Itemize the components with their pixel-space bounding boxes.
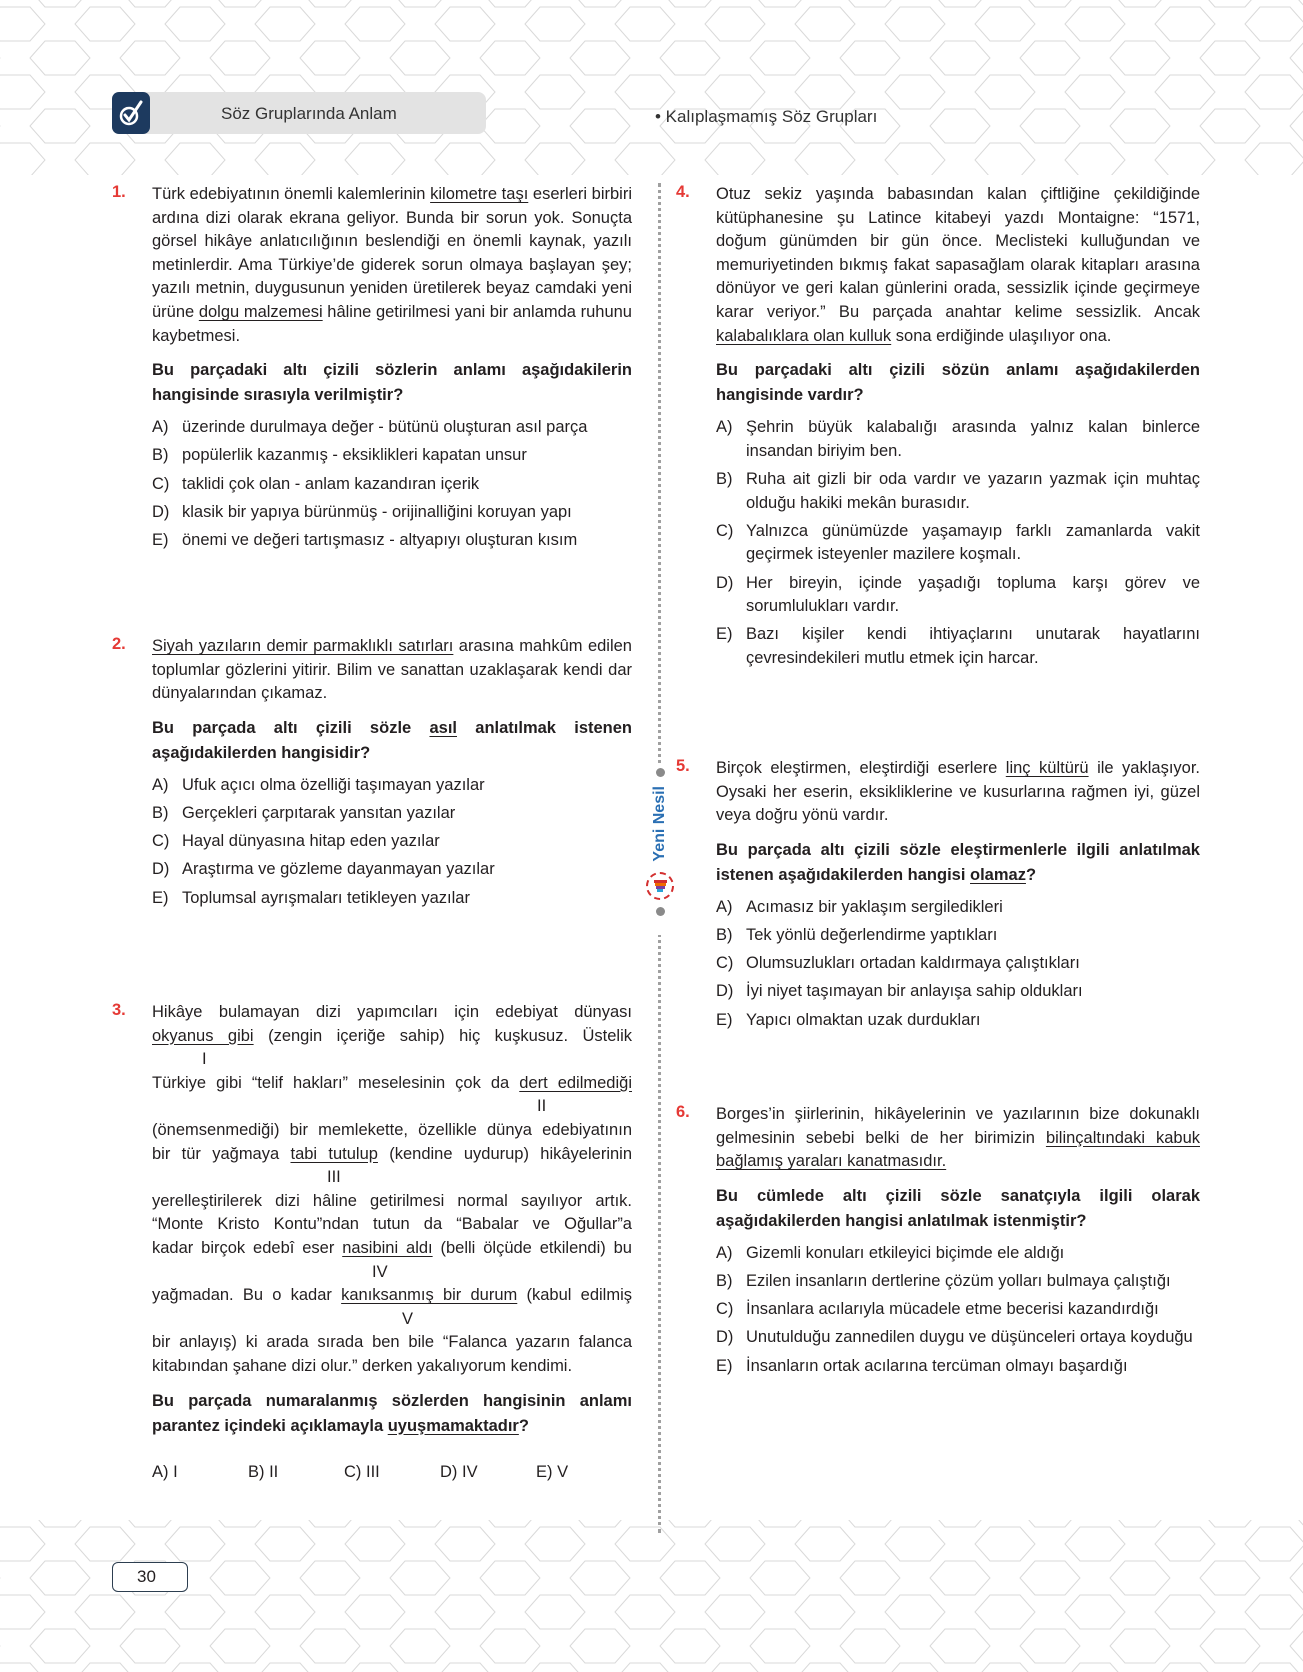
option-letter: D) bbox=[716, 982, 734, 1001]
option-text: Ruha ait gizli bir oda vardır ve yazarın yazmak için muhtaç olduğu hakiki mekân burasıdır. bbox=[746, 469, 1200, 512]
underlined-phrase: asıl bbox=[429, 718, 457, 737]
roman-marker: III bbox=[327, 1168, 341, 1187]
option-letter: E) bbox=[152, 530, 169, 549]
option-text: İyi niyet taşımayan bir anlayışa sahip oldukları bbox=[746, 982, 1083, 1001]
option-letter: C) bbox=[716, 521, 734, 540]
page-number: 30 bbox=[112, 1562, 188, 1592]
answer-option[interactable] bbox=[716, 468, 1200, 515]
option-text: Her bireyin, içinde yaşadığı topluma karşı görev ve sorumlulukları vardır. bbox=[746, 573, 1200, 616]
text-run: Otuz sekiz yaşında babasından kalan çiftliğine çekildiğinde kütüphanesine şu Latince kitabeyi yazdı Montaigne: “1571, doğum günümden bir gün önce. Meclisteki kulluğundan ve memuriyetinden bıkmış fakat sapasağlam olarak kitapları arasına dönüyor ve geri kalan günlerini orada, sessizlik içinde geçirmeye karar veriyor.” Bu parçada anahtar kelime sessizlik. Ancak bbox=[716, 185, 1200, 321]
option-text: önemi ve değeri tartışmasız - altyapıyı oluşturan kısım bbox=[182, 530, 578, 549]
option-text: Yapıcı olmaktan uzak durdukları bbox=[746, 1010, 981, 1029]
text-run: bir tür yağmaya bbox=[152, 1144, 291, 1163]
layered-triangle-icon bbox=[646, 872, 674, 900]
text-run: eserleri birbiri ardına dizi olarak ekrana geliyor. Bunda bir sorun yok. Sonuçta görsel hikâye anlatıcılığının beslendiği en önemli kaynak, yazılı metinlerdir. Ama Türkiye’de giderek sorun olmaya başlayan şey; yazılı metnin, duygusunun yeniden üretilerek beyaz camdaki yeni ürüne bbox=[152, 185, 632, 321]
text-run: Bu parçada altı çizili sözle eleştirmenlerle ilgili anlatılmak istenen aşağıdakilerden hangisi bbox=[716, 840, 1200, 884]
question-6 bbox=[676, 1103, 1200, 1383]
question-body bbox=[152, 1001, 632, 1484]
answer-option[interactable] bbox=[716, 896, 1200, 920]
roman-marker-row bbox=[152, 1308, 632, 1332]
divider-dot bbox=[656, 768, 665, 777]
text-run: (zengin içeriğe sahip) hiç kuşkusuz. Üstelik bbox=[253, 1026, 632, 1045]
question-stem bbox=[152, 1389, 632, 1439]
check-badge-icon bbox=[112, 92, 150, 134]
passage-line bbox=[152, 1331, 632, 1355]
underlined-phrase: nasibini aldı bbox=[342, 1238, 433, 1257]
brand-label: Yeni Nesil bbox=[651, 786, 668, 862]
roman-marker-row bbox=[152, 1166, 632, 1190]
text-run: kadar birçok edebî eser bbox=[152, 1238, 343, 1257]
question-1 bbox=[112, 183, 632, 557]
option-letter: C) bbox=[716, 954, 734, 973]
underlined-phrase: bilinçaltındaki kabuk bağlamış yaraları kanatmasıdır. bbox=[716, 1128, 1200, 1171]
question-number: 1. bbox=[112, 183, 126, 201]
passage bbox=[716, 757, 1200, 828]
option-letter: A) bbox=[716, 1243, 733, 1262]
option-text: İnsanlara acılarıyla mücadele etme becerisi kazandırdığı bbox=[746, 1300, 1159, 1319]
question-stem bbox=[152, 716, 632, 766]
option-letter: E) bbox=[716, 1356, 733, 1375]
option-text: Unutulduğu zannedilen duygu ve düşünceleri ortaya koyduğu bbox=[746, 1328, 1193, 1347]
text-run: Türkiye gibi “telif hakları” meselesinin çok da bbox=[152, 1073, 520, 1092]
passage-line bbox=[152, 1143, 632, 1167]
question-5 bbox=[676, 757, 1200, 1037]
option-text: Ufuk açıcı olma özelliği taşımayan yazılar bbox=[182, 775, 485, 794]
text-run: Bu cümlede altı çizili sözle sanatçıyla ilgili olarak aşağıdakilerden hangisi anlatılmak istenmiştir? bbox=[716, 1186, 1200, 1230]
answer-option[interactable] bbox=[716, 1009, 1200, 1033]
hex-pattern-top bbox=[0, 0, 1303, 175]
answer-options bbox=[152, 416, 632, 552]
roman-marker: II bbox=[537, 1097, 547, 1116]
divider-dot bbox=[656, 907, 665, 916]
passage bbox=[152, 183, 632, 348]
option-text: Yalnızca günümüzde yaşamayıp farklı zamanlarda vakit geçirmek isteyenler mazilere koşmalı. bbox=[746, 521, 1200, 564]
text-run: Birçok eleştirmen, eleştirdiği eserlere bbox=[716, 759, 1006, 777]
underlined-phrase: dert edilmediği bbox=[519, 1073, 632, 1092]
option-text: taklidi çok olan - anlam kazandıran içerik bbox=[182, 474, 480, 493]
option-text: Hayal dünyasına hitap eden yazılar bbox=[182, 832, 440, 851]
section-title: Söz Gruplarında Anlam bbox=[221, 104, 397, 123]
answer-option[interactable] bbox=[716, 952, 1200, 976]
option-letter: A) bbox=[716, 418, 733, 437]
question-number: 6. bbox=[676, 1103, 690, 1121]
question-body bbox=[716, 183, 1200, 670]
passage bbox=[716, 183, 1200, 348]
option-letter: C) bbox=[152, 474, 170, 493]
answer-options bbox=[152, 774, 632, 910]
option-letter: B) bbox=[152, 446, 169, 465]
passage-line bbox=[152, 1237, 632, 1261]
option-letter: D) bbox=[716, 573, 734, 592]
question-body bbox=[716, 1103, 1200, 1378]
option-text: İnsanların ortak acılarına tercüman olmayı başardığı bbox=[746, 1356, 1128, 1375]
option-letter: D) bbox=[152, 502, 170, 521]
option-text: üzerinde durulmaya değer - bütünü oluşturan asıl parça bbox=[182, 418, 588, 437]
option-text: Gerçekleri çarpıtarak yansıtan yazılar bbox=[182, 803, 456, 822]
answer-option[interactable]: D) IV bbox=[440, 1462, 478, 1481]
text-run: “Monte Kristo Kontu”ndan tutun da “Babalar ve Oğullar”a bbox=[152, 1215, 632, 1234]
text-run: bir anlayış) ki arada sırada ben bile “Falanca yazarın falanca bbox=[152, 1333, 632, 1352]
roman-marker: I bbox=[202, 1050, 207, 1069]
passage-line bbox=[152, 1190, 632, 1214]
answer-option[interactable] bbox=[152, 416, 632, 440]
option-text: Toplumsal ayrışmaları tetikleyen yazılar bbox=[182, 888, 470, 907]
question-3 bbox=[112, 1001, 632, 1484]
answer-option[interactable] bbox=[152, 887, 632, 911]
answer-option[interactable] bbox=[152, 802, 632, 826]
text-run: Bu parçada altı çizili sözle bbox=[152, 718, 430, 737]
question-number: 3. bbox=[112, 1001, 126, 1019]
option-letter: C) bbox=[716, 1300, 734, 1319]
option-text: Gizemli konuları etkileyici biçimde ele aldığı bbox=[746, 1243, 1065, 1262]
answer-option[interactable] bbox=[716, 416, 1200, 463]
roman-marker: V bbox=[402, 1309, 414, 1328]
answer-option[interactable] bbox=[716, 572, 1200, 619]
text-run: arasına mahkûm edilen toplumlar gözlerini yitirir. Bilim ve sanattan uzaklaşarak kendi dar dünyalarından çıkamaz. bbox=[152, 637, 632, 703]
answer-option[interactable] bbox=[716, 924, 1200, 948]
text-run: (kabul edilmiş bbox=[517, 1286, 632, 1305]
hex-pattern-bottom bbox=[0, 1520, 1303, 1672]
answer-option[interactable] bbox=[716, 623, 1200, 670]
answer-option[interactable]: A) I bbox=[152, 1462, 178, 1481]
underlined-phrase: Siyah yazıların demir parmaklıklı satırları bbox=[152, 637, 454, 655]
question-stem bbox=[716, 358, 1200, 408]
passage-line bbox=[152, 1284, 632, 1308]
passage-line bbox=[152, 1355, 632, 1379]
text-run: Bu parçadaki altı çizili sözün anlamı aşağıdakilerden hangisinde vardır? bbox=[716, 361, 1200, 405]
passage-line bbox=[152, 1072, 632, 1096]
option-text: Acımasız bir yaklaşım sergiledikleri bbox=[746, 897, 1003, 916]
roman-marker-row bbox=[152, 1048, 632, 1072]
answer-option[interactable] bbox=[716, 520, 1200, 567]
answer-option[interactable] bbox=[152, 444, 632, 468]
option-letter: E) bbox=[716, 625, 733, 644]
underlined-phrase: kilometre taşı bbox=[430, 185, 529, 203]
text-run: Bu parçadaki altı çizili sözlerin anlamı aşağıdakilerin hangisinde sırasıyla verilmiştir? bbox=[152, 361, 632, 405]
text-run: hâline getirilmesi yani bir anlamda ruhunu kaybetmesi. bbox=[152, 302, 632, 345]
option-letter: E) bbox=[152, 888, 169, 907]
passage-line bbox=[152, 1213, 632, 1237]
answer-option[interactable] bbox=[152, 830, 632, 854]
answer-option[interactable] bbox=[716, 980, 1200, 1004]
topic-title: • Kalıplaşmamış Söz Grupları bbox=[655, 107, 878, 126]
underlined-phrase: okyanus gibi bbox=[152, 1026, 254, 1045]
underlined-phrase: linç kültürü bbox=[1005, 759, 1089, 777]
passage-line bbox=[152, 1001, 632, 1025]
text-run: (belli ölçüde etkilendi) bu bbox=[432, 1238, 632, 1257]
underlined-phrase: uyuşmamaktadır bbox=[387, 1416, 519, 1435]
option-text: Şehrin büyük kalabalığı arasında yalnız kalan binlerce insandan biriyim ben. bbox=[746, 418, 1200, 460]
passage bbox=[152, 635, 632, 706]
answer-option[interactable] bbox=[716, 1270, 1200, 1294]
answer-option[interactable]: B) II bbox=[248, 1462, 279, 1481]
roman-marker-row bbox=[152, 1261, 632, 1285]
brand-mark bbox=[645, 765, 675, 935]
option-text: Araştırma ve gözleme dayanmayan yazılar bbox=[182, 860, 495, 879]
text-run: (önemsenmediği) bir memlekette, özellikle dünya edebiyatının bbox=[152, 1120, 632, 1139]
question-number: 4. bbox=[676, 183, 690, 201]
passage-line bbox=[152, 1025, 632, 1049]
text-run: yağmadan. Bu o kadar bbox=[152, 1286, 342, 1305]
answer-option[interactable]: E) V bbox=[536, 1462, 569, 1481]
question-stem bbox=[152, 358, 632, 408]
option-letter: D) bbox=[716, 1328, 734, 1347]
answer-option[interactable]: C) III bbox=[344, 1462, 380, 1481]
option-letter: B) bbox=[152, 803, 169, 822]
question-body bbox=[152, 635, 632, 910]
question-2 bbox=[112, 635, 632, 915]
option-letter: B) bbox=[716, 1271, 733, 1290]
answer-option[interactable] bbox=[152, 858, 632, 882]
text-run: Borges’in şiirlerinin, hikâyelerinin ve yazılarının bize dokunaklı gelmesinin sebebi belki de her birimizin bbox=[716, 1105, 1200, 1147]
question-stem bbox=[716, 1184, 1200, 1234]
text-run: Bu parçada numaralanmış sözlerden hangisinin anlamı parantez içindeki açıklamayla bbox=[152, 1391, 632, 1435]
option-letter: B) bbox=[716, 469, 733, 488]
option-text: Olumsuzlukları ortadan kaldırmaya çalıştıkları bbox=[746, 954, 1080, 973]
answer-options bbox=[152, 1461, 632, 1485]
option-letter: C) bbox=[152, 832, 170, 851]
underlined-phrase: kalabalıklara olan kulluk bbox=[716, 326, 892, 345]
text-run: Hikâye bulamayan dizi yapımcıları için edebiyat dünyası bbox=[152, 1003, 632, 1021]
underlined-phrase: dolgu malzemesi bbox=[198, 302, 323, 321]
option-text: Ezilen insanların dertlerine çözüm yolları bulmaya çalıştığı bbox=[746, 1271, 1171, 1290]
question-body bbox=[152, 183, 632, 553]
answer-option[interactable] bbox=[716, 1326, 1200, 1350]
question-body bbox=[716, 757, 1200, 1032]
underlined-phrase: olamaz bbox=[970, 865, 1026, 884]
question-number: 5. bbox=[676, 757, 690, 775]
question-stem bbox=[716, 838, 1200, 888]
answer-option[interactable] bbox=[152, 529, 632, 553]
answer-option[interactable] bbox=[716, 1242, 1200, 1266]
text-run: sona erdiğinde ulaşılıyor ona. bbox=[891, 326, 1112, 345]
question-number: 2. bbox=[112, 635, 126, 653]
option-letter: A) bbox=[152, 418, 169, 437]
answer-option[interactable] bbox=[152, 473, 632, 497]
answer-options bbox=[716, 896, 1200, 1032]
answer-options bbox=[716, 416, 1200, 670]
option-text: popülerlik kazanmış - eksiklikleri kapatan unsur bbox=[182, 446, 527, 465]
option-letter: E) bbox=[716, 1010, 733, 1029]
text-run: anlatılmak istenen aşağıdakilerden hangisidir? bbox=[152, 718, 632, 762]
text-run: (kendine uydurup) hikâyelerinin bbox=[377, 1144, 632, 1163]
option-letter: A) bbox=[716, 897, 733, 916]
answer-option[interactable] bbox=[716, 1298, 1200, 1322]
text-run: kitabından şahane dizi olur.” derken yakalıyorum kendimi. bbox=[152, 1356, 573, 1375]
underlined-phrase: tabi tutulup bbox=[290, 1144, 378, 1163]
option-letter: D) bbox=[152, 860, 170, 879]
option-text: Tek yönlü değerlendirme yaptıkları bbox=[746, 925, 998, 944]
answer-options bbox=[716, 1242, 1200, 1378]
roman-marker: IV bbox=[372, 1262, 388, 1281]
text-run: ile yaklaşıyor. Oysaki her eserin, eksikliklerine ve kusurlarına rağmen iyi, güzel veya doğru yönü vardır. bbox=[716, 759, 1201, 825]
text-run: ? bbox=[1025, 865, 1037, 884]
option-text: klasik bir yapıya bürünmüş - orijinalliğini koruyan yapı bbox=[182, 502, 572, 521]
text-run: yerelleştirilerek dizi hâline getirilmesi normal sayılıyor artık. bbox=[152, 1191, 632, 1210]
passage bbox=[716, 1103, 1200, 1174]
text-run: ? bbox=[518, 1416, 529, 1435]
option-text: Bazı kişiler kendi ihtiyaçlarını unutarak hayatlarını çevresindekileri mutlu etmek için harcar. bbox=[746, 625, 1200, 667]
option-letter: B) bbox=[716, 925, 733, 944]
text-run: Türk edebiyatının önemli kalemlerinin bbox=[152, 185, 431, 203]
underlined-phrase: kanıksanmış bir durum bbox=[341, 1286, 518, 1305]
answer-option[interactable] bbox=[152, 501, 632, 525]
question-4 bbox=[676, 183, 1200, 675]
option-letter: A) bbox=[152, 775, 169, 794]
answer-option[interactable] bbox=[152, 774, 632, 798]
roman-marker-row bbox=[152, 1095, 632, 1119]
answer-option[interactable] bbox=[716, 1355, 1200, 1379]
passage-line bbox=[152, 1119, 632, 1143]
